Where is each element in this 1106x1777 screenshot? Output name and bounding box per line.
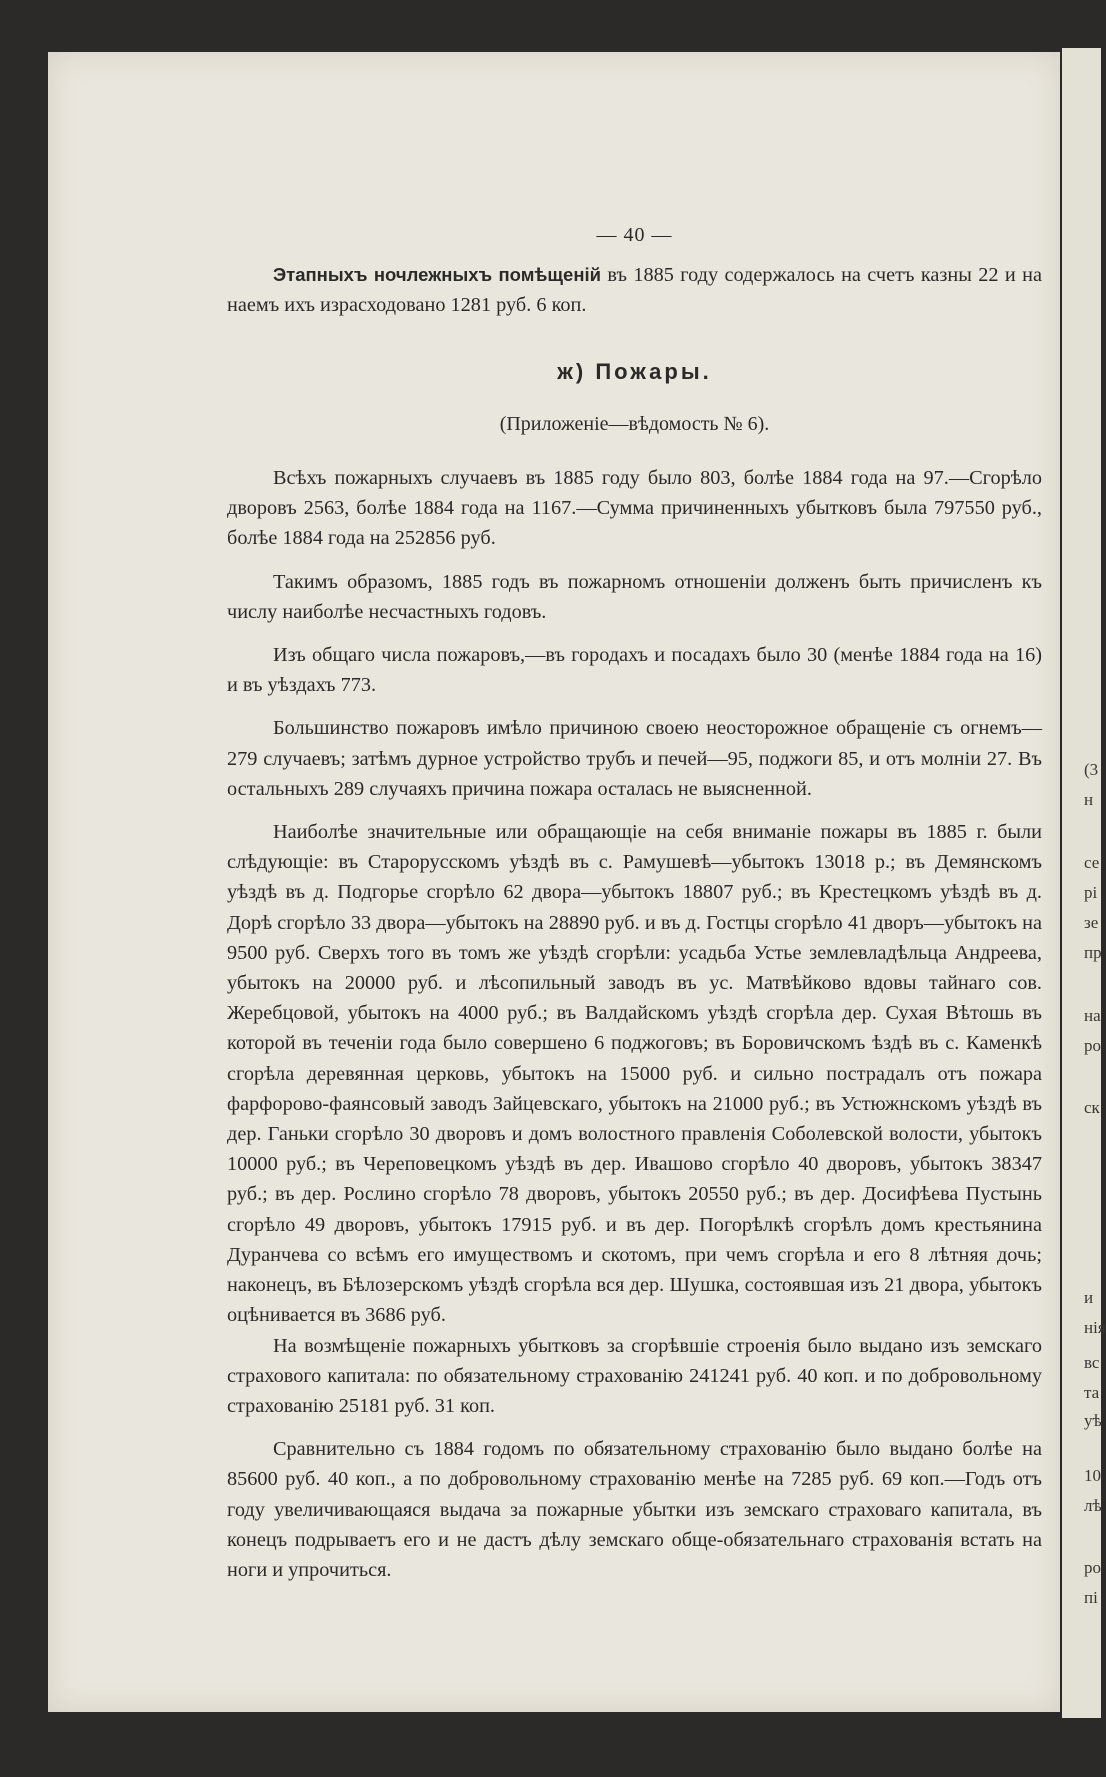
next-page-fragment: лѣ xyxy=(1084,1496,1102,1515)
paragraph-causes: Большинство пожаровъ имѣло причиною своею неосторожное обращеніе съ огнемъ—279 случаевъ; затѣмъ дурное устройство трубъ и печей—95, поджоги 85, и отъ молніи 27. Въ остальныхъ 289 случаяхъ причина пожара осталась не выясненной. xyxy=(227,717,1042,800)
intro-rest: въ 1885 году содержалось на счетъ казны 22 и на наемъ ихъ израсходовано 1281 руб. 6 коп. xyxy=(227,264,1042,317)
appendix-reference: (Приложеніе—вѣдомость № 6). xyxy=(499,412,770,435)
section-title: ж) Пожары. xyxy=(557,358,712,384)
intro-lead: Этапныхъ ночлежныхъ помѣщеній xyxy=(273,264,601,286)
page-text xyxy=(227,220,1042,1585)
paragraph-distribution: Изъ общаго числа пожаровъ,—въ городахъ и посадахъ было 30 (менѣе 1884 года на 16) и въ уѣздахъ 773. xyxy=(227,644,1042,697)
next-page-fragment: се xyxy=(1084,853,1100,872)
next-page-fragment: зе xyxy=(1084,913,1099,932)
next-page-fragment: н xyxy=(1084,790,1094,809)
paragraph-compensation: На возмѣщеніе пожарныхъ убытковъ за сгорѣвшіе строенія было выдано изъ земскаго страхового капитала: по обязательному страхованію 241241 руб. 40 коп. и по добровольному страхованію 25181 руб. 31 коп. xyxy=(227,1334,1042,1417)
next-page-fragment: уѣ xyxy=(1084,1411,1102,1430)
next-page-fragment: нія xyxy=(1084,1318,1106,1337)
paragraph-notable-fires: Наиболѣе значительные или обращающіе на себя вниманіе пожары въ 1885 г. были слѣдующіе: въ Старорусскомъ уѣздѣ въ с. Рамушевѣ—убытокъ 13018 р.; въ Демянскомъ уѣздѣ въ д. Подгорье сгорѣло 62 двора—убытокъ 18807 руб.; въ Крестецкомъ уѣздѣ въ д. Дорѣ сгорѣло 33 двора—убытокъ на 28890 руб. и въ д. Гостцы сгорѣло 41 дворъ—убытокъ на 9500 руб. Сверхъ того въ томъ же уѣздѣ сгорѣли: усадьба Устье землевладѣльца Андреева, убытокъ на 20000 руб. и лѣсопильный заводъ въ ус. Матвѣйково вдовы тайнаго сов. Жеребцовой, убытокъ на 4000 руб.; въ Валдайскомъ уѣздѣ сгорѣла дер. Сухая Вѣтошь въ которой въ теченіи года было совершено 6 поджоговъ; въ Боровичскомъ ѣздѣ въ с. Каменкѣ сгорѣла деревянная церковь, убытокъ на 15000 руб. и сильно пострадалъ отъ пожара фарфорово-фаянсовый заводъ Зайцевскаго, убытокъ на 21000 руб.; въ Устюжнскомъ уѣздѣ въ дер. Ганьки сгорѣло 30 дворовъ и домъ волостного правленія Соболевской волости, убытокъ 10000 руб.; въ Череповецкомъ уѣздѣ въ дер. Ивашово сгорѣло 40 дворовъ, убытокъ 38347 руб.; въ дер. Рослино сгорѣло 78 дворовъ, убытокъ 20550 руб.; въ дер. Досифѣева Пустынь сгорѣло 49 дворовъ, убытокъ 17915 руб. и въ дер. Погорѣлкѣ сгорѣлъ домъ крестьянина Дуранчева со всѣмъ его имуществомъ и скотомъ, при чемъ сгорѣла и его 8 лѣтняя дочь; наконецъ, въ Бѣлозерскомъ уѣздѣ сгорѣла вся дер. Шушка, состоявшая изъ 21 двора, убытокъ оцѣнивается въ 3686 руб. xyxy=(227,821,1042,1327)
next-page-fragment: ро xyxy=(1084,1036,1101,1055)
paragraph-conclusion: Такимъ образомъ, 1885 годъ въ пожарномъ отношеніи долженъ быть причисленъ къ числу наиболѣе несчастныхъ годовъ. xyxy=(227,570,1042,623)
next-page-fragment: (3 xyxy=(1084,760,1099,779)
intro-paragraph xyxy=(227,260,1042,320)
paragraph-totals: Всѣхъ пожарныхъ случаевъ въ 1885 году было 803, болѣе 1884 года на 97.—Сгорѣло дворовъ 2563, болѣе 1884 года на 1167.—Сумма причиненныхъ убытковъ была 797550 руб., болѣе 1884 года на 252856 руб. xyxy=(227,467,1042,550)
next-page-fragment: ск xyxy=(1084,1098,1100,1117)
next-page-fragment: пр xyxy=(1084,943,1102,962)
next-page-fragment: и xyxy=(1084,1288,1094,1307)
next-page-fragment: пі xyxy=(1084,1588,1098,1607)
page-number: — 40 — xyxy=(596,224,673,246)
adjacent-page-edge xyxy=(1062,48,1106,1718)
paragraph-comparison: Сравнительно съ 1884 годомъ по обязательному страхованію было выдано болѣе на 85600 руб. 40 коп., а по добровольному страхованію менѣе на 7285 руб. 69 коп.—Годъ отъ году увеличивающаяся выдача за пожарные убытки изъ земскаго страховаго капитала, въ конецъ подрываетъ его и не дастъ дѣлу земскаго обще-обязательнаго страхованія встать на ноги и упрочиться. xyxy=(227,1438,1042,1581)
next-page-fragment: рі xyxy=(1084,883,1098,902)
next-page-fragment: на xyxy=(1084,1006,1101,1025)
next-page-fragment: та xyxy=(1084,1383,1100,1402)
next-page-fragment: ро xyxy=(1084,1558,1101,1577)
next-page-fragment: вс xyxy=(1084,1353,1100,1372)
next-page-fragment: 10 xyxy=(1084,1466,1101,1485)
